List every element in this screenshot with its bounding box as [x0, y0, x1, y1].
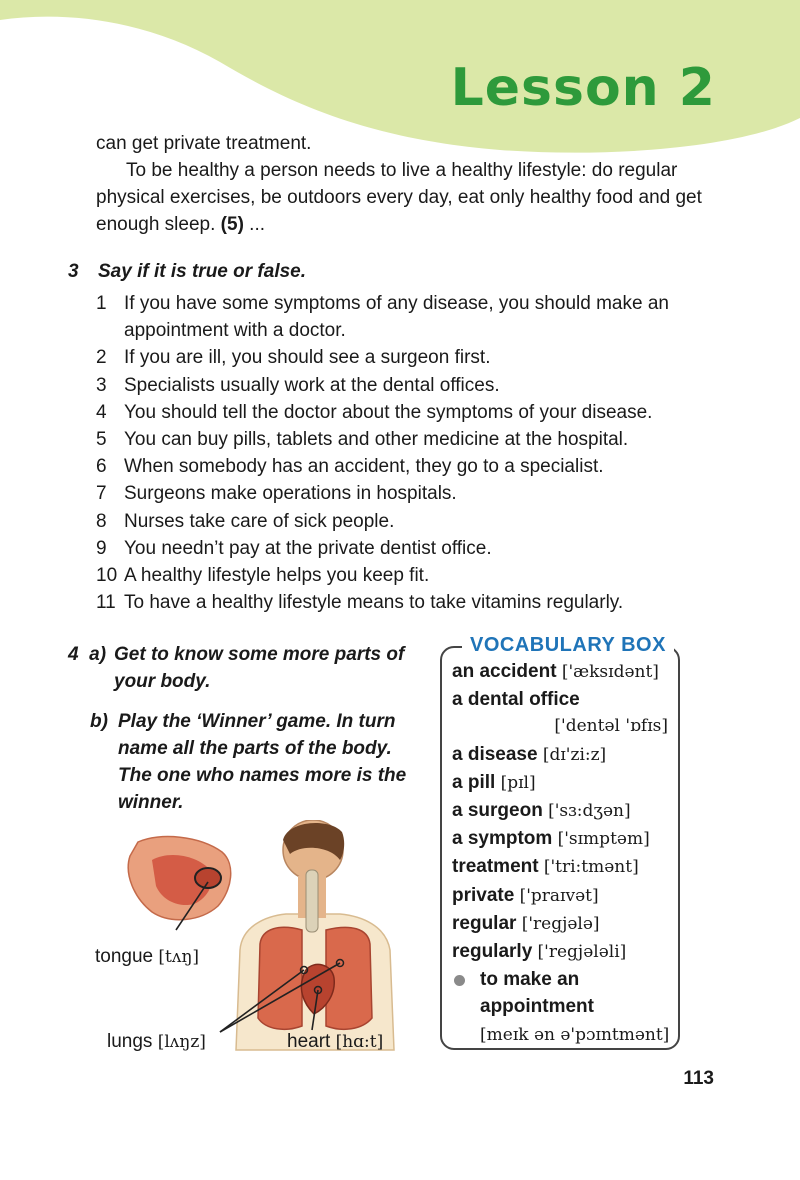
statement-item: 5 You can buy pills, tablets and other medicine at the hospital. — [96, 429, 629, 451]
lesson-title: Lesson 2 — [450, 58, 716, 118]
exercise-4b-text: Play the ‘Winner’ game. In turn name all the parts of the body. The one who names more is the winner. — [118, 711, 407, 813]
vocab-entry: a surgeon ['sɜ:dʒən] — [452, 800, 631, 822]
exercise-3-heading — [68, 258, 306, 285]
vocab-entry: regularly ['regjələli] — [452, 941, 627, 963]
lungs-label: lungs [lʌŋz] — [107, 1031, 206, 1052]
statement-item: 3 Specialists usually work at the dental offices. — [96, 374, 500, 396]
statement-item: 4 You should tell the doctor about the symptoms of your disease. — [96, 401, 653, 423]
reading-paragraph-text: To be healthy a person needs to live a healthy lifestyle: do regular physical exercises, be outdoors every day, eat only healthy food and get enough sleep. — [96, 160, 702, 235]
vocab-entry-phrase: to make an appointment [meɪk ən ə'pɔɪntmənt] — [452, 966, 678, 1049]
statement-item: 10 A healthy lifestyle helps you keep fit. — [96, 565, 430, 587]
exercise-4a — [68, 641, 428, 695]
torso-image — [236, 820, 394, 1050]
vocab-entry: a pill [pɪl] — [452, 771, 536, 793]
exercise-4a-text: Get to know some more parts of your body. — [114, 644, 405, 692]
exercise-3-number: 3 — [68, 261, 79, 282]
statement-item: 8 Nurses take care of sick people. — [96, 510, 395, 532]
ellipsis: ... — [243, 214, 266, 235]
vocab-entry: a disease [dɪ'zi:z] — [452, 743, 607, 765]
vocab-entry: a dental office ['dentəl 'ɒfɪs] — [452, 689, 668, 737]
statement-item: 11 To have a healthy lifestyle means to take vitamins regularly. — [96, 592, 624, 614]
statement-item: 9 You needn’t pay at the private dentist office. — [96, 537, 492, 559]
statement-item: 6 When somebody has an accident, they go to a specialist. — [96, 456, 604, 478]
reading-line — [96, 130, 716, 157]
exercise-4b-tag: b) — [90, 711, 108, 732]
page-number: 113 — [683, 1068, 714, 1089]
statement-item: 1 If you have some symptoms of any disease, you should make an appointment with a doctor. — [96, 293, 669, 342]
statement-item: 2 If you are ill, you should see a surgeon first. — [96, 347, 491, 369]
statement-item: 7 Surgeons make operations in hospitals. — [96, 483, 457, 505]
exercise-4-number: 4 a) — [68, 644, 107, 665]
true-false-list — [96, 290, 716, 616]
vocab-entry: regular ['regjələ] — [452, 912, 600, 934]
heart-label: heart [hɑ:t] — [287, 1031, 384, 1052]
vocab-entry: private ['praɪvət] — [452, 884, 599, 906]
vocab-entry: a symptom ['sɪmptəm] — [452, 828, 650, 850]
vocabulary-list — [452, 658, 678, 1049]
bullet-icon — [454, 975, 465, 986]
exercise-3-instruction: Say if it is true or false. — [98, 261, 307, 282]
vocab-entry: treatment ['tri:tmənt] — [452, 856, 639, 878]
tongue-label: tongue [tʌŋ] — [95, 946, 200, 967]
exercise-4b — [68, 708, 428, 816]
reading-line-text: can get private treatment. — [96, 133, 312, 154]
mouth-tongue-image — [128, 837, 230, 920]
gap-reference: (5) — [220, 214, 244, 235]
reading-paragraph — [96, 157, 716, 238]
exercise-4 — [68, 641, 428, 816]
vocabulary-box-title: VOCABULARY BOX — [462, 632, 674, 658]
anatomy-illustration — [90, 820, 420, 1060]
vocab-entry: an accident ['æksɪdənt] — [452, 661, 659, 682]
